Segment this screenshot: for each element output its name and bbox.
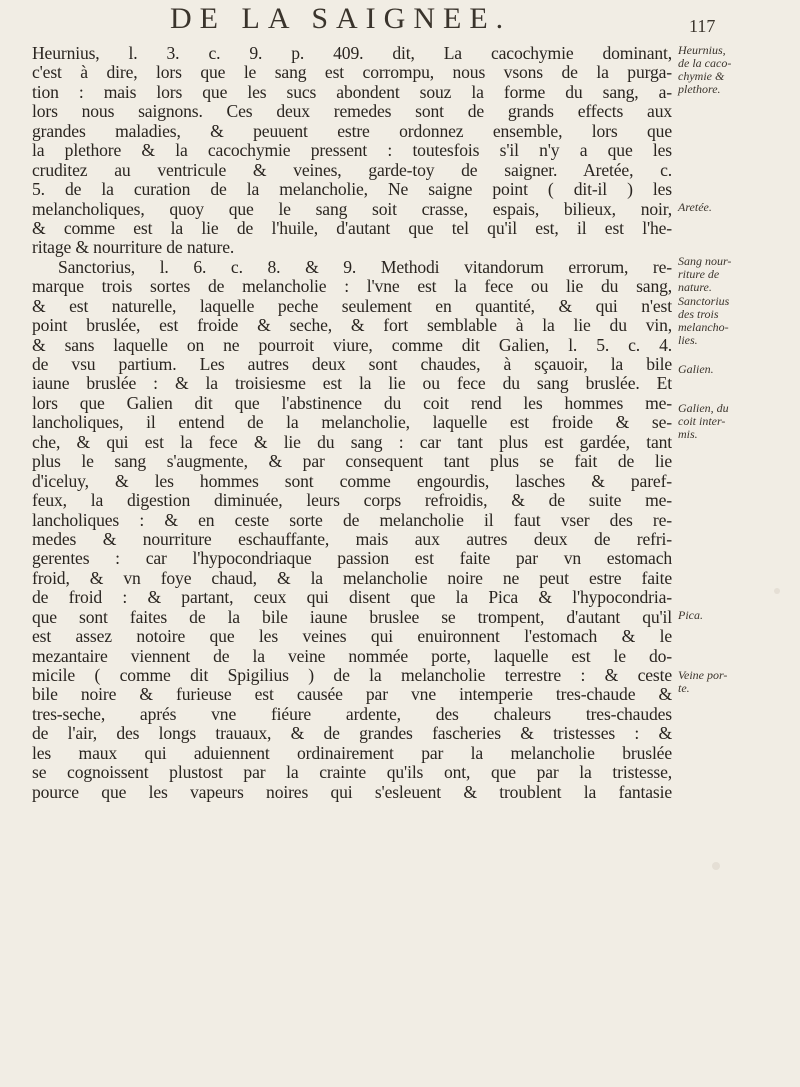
- text-line: 5. de la curation de la melancholie, Ne saigne point ( dit-il ) les: [32, 180, 672, 200]
- text-line: Heurnius, l. 3. c. 9. p. 409. dit, La cacochymie dominant,: [32, 44, 672, 63]
- text-line: marque trois sortes de melancholie : l'vne est la fece ou lie du sang,: [32, 277, 672, 297]
- text-line: est assez notoire que les veines qui enuironnent l'estomach & le: [32, 627, 672, 647]
- text-line: ritage & nourriture de nature.: [32, 238, 235, 258]
- text-line: mezantaire viennent de la veine nommée porte, laquelle est le do-: [32, 646, 672, 666]
- paper-speck: [712, 862, 720, 870]
- text-line: medes & nourriture eschauffante, mais aux autres deux de refri-: [32, 529, 672, 549]
- text-line: pource que les vapeurs noires qui s'esleuent & troublent la fantasie: [32, 782, 672, 802]
- text-line: lancholiques : & en ceste sorte de melancholie il faut vser des re-: [32, 510, 672, 530]
- text-line: plus le sang s'augmente, & par consequent tant plus se fait de lie: [32, 452, 672, 472]
- text-line: & sans laquelle on ne pourroit viure, comme dit Galien, l. 5. c. 4.: [32, 335, 672, 355]
- margin-note: Aretée.: [678, 200, 712, 214]
- text-line: que sont faites de la bile iaune bruslee se trompent, d'autant qu'il: [32, 607, 672, 627]
- margin-note: Sang nour- riture de nature.: [678, 254, 732, 294]
- text-line: lancholiques, il entend de la melancholie, laquelle est froide & se-: [32, 413, 672, 433]
- paper-speck: [774, 588, 780, 594]
- text-line: se cognoissent plustost par la crainte qu'ils ont, que par la tristesse,: [32, 763, 672, 783]
- text-line: de l'air, des longs trauaux, & de grandes fascheries & tristesses : &: [32, 724, 672, 744]
- text-line: la plethore & la cacochymie pressent : toutesfois s'il n'y a que les: [32, 141, 672, 161]
- text-line: feux, la digestion diminuée, leurs corps refroidis, & de suite me-: [32, 491, 672, 511]
- page-header: [0, 2, 800, 42]
- text-line: melancholiques, quoy que le sang soit crasse, espais, bilieux, noir,: [32, 199, 672, 219]
- text-line: de vsu partium. Les autres deux sont chaudes, à sçauoir, la bile: [32, 355, 672, 374]
- margin-note: Galien, du coit inter- mis.: [678, 401, 729, 441]
- text-line: cruditez au ventricule & veines, garde-toy de saigner. Aretée, c.: [32, 160, 672, 180]
- text-line: lors que Galien dit que l'abstinence du coit rend les hommes me-: [32, 393, 672, 413]
- text-line: micile ( comme dit Spigilius ) de la melancholie terrestre : & ceste: [32, 666, 672, 685]
- text-line: tion : mais lors que les sucs abondent souz la forme du sang, a-: [32, 82, 672, 102]
- text-line: tres-seche, aprés vne fiéure ardente, des chaleurs tres-chaudes: [32, 704, 672, 724]
- text-line: c'est à dire, lors que le sang est corrompu, nous vsons de la purga-: [32, 63, 672, 83]
- text-line: che, & qui est la fece & lie du sang : car tant plus est gardée, tant: [32, 432, 672, 452]
- page-number: 117: [689, 16, 716, 36]
- running-head: DE LA SAIGNEE.: [170, 2, 512, 35]
- text-line: & est naturelle, laquelle peche seulement en quantité, & qui n'est: [32, 296, 672, 316]
- text-line: froid, & vn foye chaud, & la melancholie noire ne peut estre faite: [32, 568, 672, 588]
- text-line: lors nous saignons. Ces deux remedes sont de grands effects aux: [32, 102, 672, 122]
- text-line: les maux qui aduiennent ordinairement par la melancholie bruslée: [32, 743, 672, 763]
- text-line: point bruslée, est froide & seche, & fort semblable à la lie du vin,: [32, 316, 672, 336]
- margin-note: Pica.: [678, 608, 703, 622]
- body-text: [32, 44, 672, 802]
- text-line: Sanctorius, l. 6. c. 8. & 9. Methodi vitandorum errorum, re-: [58, 257, 672, 277]
- text-line: bile noire & furieuse est causée par vne intemperie tres-chaude &: [32, 685, 672, 705]
- text-line: gerentes : car l'hypocondriaque passion est faite par vn estomach: [32, 549, 672, 569]
- margin-note: Veine por- te.: [678, 668, 728, 695]
- text-line: grandes maladies, & peuuent estre ordonnez ensemble, lors que: [32, 121, 672, 141]
- margin-note: Sanctorius des trois melancho- lies.: [678, 294, 730, 347]
- text-line: d'iceluy, & les hommes sont comme engourdis, lasches & paref-: [32, 471, 672, 491]
- margin-note: Heurnius, de la caco- chymie & plethore.: [678, 43, 732, 96]
- text-line: de froid : & partant, ceux qui disent que la Pica & l'hypocondria-: [32, 588, 672, 608]
- text-line: iaune bruslée : & la troisiesme est la lie ou fece du sang bruslée. Et: [32, 374, 672, 394]
- margin-note: Galien.: [678, 362, 714, 376]
- text-line: & comme est la lie de l'huile, d'autant que tel qu'il est, il est l'he-: [32, 218, 672, 238]
